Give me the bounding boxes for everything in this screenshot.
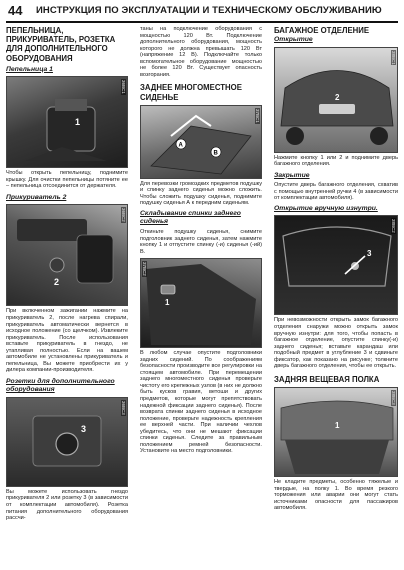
- subheading-accessory-socket: Розетки для дополнительного оборудования: [6, 377, 115, 394]
- photo-code: 36BC1: [121, 80, 126, 95]
- text-ashtray: Чтобы открыть пепельницу, поднимите крышку. Для очистки пепельницы потяните ее – пепельница отсоединится от держателя.: [6, 170, 128, 190]
- photo-code: 37BC1: [255, 108, 260, 123]
- section-heading-ashtray: ПЕПЕЛЬНИЦА, ПРИКУРИВАТЕЛЬ, РОЗЕТКА ДЛЯ ДОПОЛНИТЕЛЬНОГО ОБОРУДОВАНИЯ: [6, 26, 116, 63]
- section-heading-rear-seat: ЗАДНЕЕ МНОГОМЕСТНОЕ СИДЕНЬЕ: [140, 83, 242, 102]
- subheading-cigarette-lighter: Прикуриватель 2: [6, 193, 67, 201]
- ashtray-illustration: [7, 77, 128, 167]
- photo-seat-backrest-button: [140, 258, 262, 348]
- column-luggage: [274, 26, 398, 512]
- tailgate-illustration: [275, 48, 398, 152]
- text-parcel-shelf: Не кладите предметы, особенно тяжелые и твердые, на полку 1. Во время резкого торможения или аварии они могут стать источниками опасности для пассажиров автомобиля.: [274, 479, 398, 512]
- interior-release-illustration: [275, 216, 398, 314]
- svg-text:1: 1: [75, 117, 81, 128]
- photo-code: 38BC2: [391, 219, 396, 234]
- running-head-title: ИНСТРУКЦИЯ ПО ЭКСПЛУАТАЦИИ И ТЕХНИЧЕСКОМУ ОБСЛУЖИВАНИЮ: [36, 5, 382, 16]
- svg-text:B: B: [213, 150, 218, 157]
- text-fold-cushion: Для перевозки громоздких предметов подушку и спинку заднего сиденья можно сложить. Чтобы сложить подушку сиденья, поднимите подушку сиденья А к передним сиденьям.: [140, 180, 262, 207]
- photo-accessory-socket: [6, 397, 128, 487]
- text-manual-opening: При невозможности открыть замок багажного отделения снаружи можно открыть замок вручную изнутри: для того, чтобы попасть в багажное отделение, опустите спинку(-и) заднего сиденья; вставьте карандаш или подобный предмет в углубление 3 и сдвиньте фиксатор, как показано на рисунке; толкните дверь багажного отделения, чтобы ее открыть.: [274, 317, 398, 370]
- backrest-button-illustration: [141, 259, 262, 347]
- column-ashtray: [6, 26, 128, 522]
- section-heading-luggage: БАГАЖНОЕ ОТДЕЛЕНИЕ: [274, 26, 370, 35]
- text-seat-safety: В любом случае опустите подголовники задних сидений. По соображениям безопасности производите все регулировки на стоящем автомобиле. При перемещении заднего многоместного сиденья проверьте чистоту его крепежных узлов (в них не должно быть кусков гравия, ветоши и других предметов, которые могут препятствовать надежной фиксации заднего сиденья). После возврата спинки заднего сиденья в исходное положение, проверьте надежность крепления ее верхней части. При наличии чехлов убедитесь, что они не мешают фиксации спинки сиденья. Следите за правильным положением ремней безопасности. Установите на место подголовники.: [140, 350, 262, 455]
- svg-text:3: 3: [367, 249, 372, 259]
- subheading-manual-opening: Открытие вручную изнутри.: [274, 204, 378, 212]
- photo-ashtray: [6, 76, 128, 168]
- console-illustration: [7, 205, 128, 305]
- parcel-shelf-illustration: [275, 388, 398, 476]
- subheading-closing: Закрытие: [274, 171, 310, 179]
- socket-illustration: [7, 398, 128, 486]
- photo-code: 37BC2: [142, 262, 147, 276]
- page-header: [6, 3, 398, 23]
- seat-cushion-illustration: [141, 106, 262, 178]
- text-closing: Опустите дверь багажного отделения, схватив с помощью внутренней ручки 4 (в зависимости от комплектации автомобиля).: [274, 182, 398, 202]
- photo-tailgate: [274, 47, 398, 153]
- text-cigarette-lighter: При включенном зажигании нажмите на прикуриватель 2, после нагрева спирали, прикуриватель автоматически вернется в исходное положение (со щелчком). Извлеките прикуриватель. После использования вставьте прикуриватель в гнездо, не утапливая полностью. Если на вашем автомобиле не установлены прикуриватель и пепельница, Вы можете приобрести их у дилера компании-производителя.: [6, 308, 128, 374]
- text-accessory-socket: Вы можете использовать гнездо прикуривателя 2 или розетку 3 (в зависимости от комплектации автомобиля). Розетка питания дополнительного оборудования рассчи-: [6, 488, 128, 522]
- subheading-fold-backrest: Складывание спинки заднего сиденья: [140, 209, 241, 226]
- text-opening: Нажмите кнопку 1 или 2 и поднимите дверь багажного отделения.: [274, 154, 398, 168]
- photo-interior-release: [274, 215, 398, 315]
- photo-parcel-shelf: [274, 387, 398, 477]
- photo-code: 36BC3: [121, 400, 126, 415]
- text-socket-continued: таны на подключение оборудования с мощностью 120 Вт. Подключение дополнительного оборудования, мощность которого не должна превышать 120 Вт (напряжение 12 В). Подключайте только вспомогательное оборудование мощностью не более 120 Вт. Существует опасность возгорания.: [140, 26, 262, 78]
- svg-text:A: A: [178, 142, 183, 149]
- text-fold-backrest: Откиньте подушку сиденья, снимите подголовник заднего сиденья, затем нажмите кнопку 1 и отпустите спинку (-и) сиденья (-ий) В.: [140, 228, 262, 255]
- subheading-ashtray: Пепельница 1: [6, 65, 53, 73]
- column-rear-seat: [140, 26, 262, 455]
- section-heading-parcel-shelf: ЗАДНЯЯ ВЕЩЕВАЯ ПОЛКА: [274, 374, 380, 384]
- svg-text:1: 1: [335, 421, 340, 431]
- svg-text:1: 1: [165, 298, 170, 308]
- subheading-opening: Открытие: [274, 36, 313, 44]
- photo-cigarette-lighter: [6, 204, 128, 306]
- photo-code: 36BC2: [121, 208, 126, 223]
- svg-text:2: 2: [54, 277, 60, 288]
- photo-code: 38BC1: [391, 50, 396, 65]
- photo-code: 38BC3: [391, 391, 396, 405]
- page-number: 44: [8, 3, 23, 18]
- photo-rear-seat-cushion: [140, 105, 262, 179]
- svg-text:2: 2: [335, 92, 340, 102]
- svg-text:3: 3: [81, 423, 87, 434]
